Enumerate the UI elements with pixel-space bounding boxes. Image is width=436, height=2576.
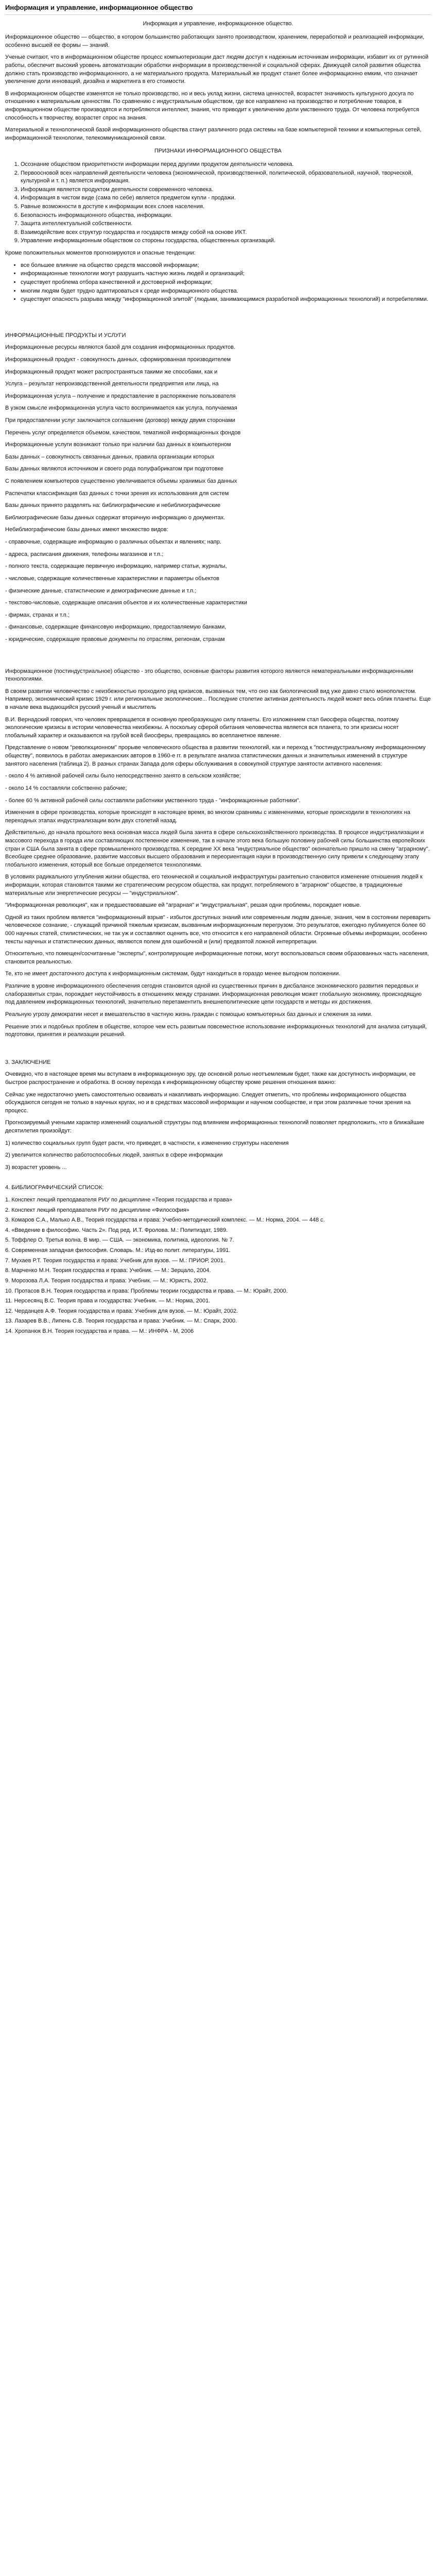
products-paragraph: Небиблиографические базы данных имеют множество видов: bbox=[5, 527, 168, 533]
products-paragraph: - финансовые, содержащие финансовую информацию, предоставляемую банками, bbox=[5, 624, 226, 631]
dangers-list-item: • существует опасность разрыва между "информационной элитой" (людьми, занимающимися разработкой информационных технологий) и потребителями. bbox=[21, 296, 431, 304]
post-paragraph: Реальную угрозу демократии несет и вмешательство в частную жизнь граждан с помощью компьютерных баз данных и слежения за ними. bbox=[5, 1011, 373, 1018]
bibliography-item: 5. Тоффлер О. Третья волна. В мир. — США. — экономика, политика, идеология. № 7. bbox=[5, 1237, 234, 1244]
products-paragraph: Информационные услуги возникают только при наличии баз данных в компьютерном bbox=[5, 442, 231, 448]
bibliography-item: 10. Протасов В.Н. Теория государства и права: Проблемы теории государства и права. — М.: Юрайт, 2000. bbox=[5, 1287, 288, 1294]
page-title: Информация и управление, информационное общество bbox=[5, 4, 193, 11]
bibliography-item: 12. Черданцев А.Ф. Теория государства и права: Учебник для вузов. — М.: Юрайт, 2002. bbox=[5, 1308, 238, 1314]
signs-list-item: 7. Защита интеллектуальной собственности. bbox=[21, 220, 431, 228]
products-paragraph: В узком смысле информационная услуга часто воспринимается как услуга, получаемая bbox=[5, 405, 237, 412]
document-body bbox=[0, 20, 436, 1335]
products-paragraph: Распечатки классификация баз данных с точки зрения их использования для систем bbox=[5, 490, 229, 497]
conclusion-paragraph: 3) возрастет уровень ... bbox=[5, 1164, 67, 1171]
products-paragraph: Базы данных являются источником и своего рода полуфабрикатом при подготовке bbox=[5, 466, 224, 472]
products-heading: ИНФОРМАЦИОННЫЕ ПРОДУКТЫ И УСЛУГИ bbox=[5, 332, 126, 338]
conclusion-heading: 3. ЗАКЛЮЧЕНИЕ bbox=[5, 1059, 51, 1065]
bibliography-heading: 4. БИБЛИОГРАФИЧЕСКИЙ СПИСОК: bbox=[5, 1184, 104, 1191]
post-paragraph: В.И. Вернадский говорил, что человек превращается в основную преобразующую силу планеты. Его изложением стал биосфера общества, поэтому экологические кризисы в истории человечества неизбежны. А поскольку сферой обитания человечества является вся планета, то эти кризисы носят глобальный характер и оказываются на грубой всей биосферы, превращаясь во всепланетное явление. bbox=[5, 716, 399, 739]
products-paragraph: - текстово-числовые, содержащие описания объектов и их количественные характеристики bbox=[5, 600, 248, 606]
products-paragraph: Библиографические базы данных содержат вторичную информацию о документах. bbox=[5, 514, 225, 521]
products-paragraph: С появлением компьютеров существенно увеличивается объемы хранимых баз данных bbox=[5, 478, 237, 485]
bibliography-item: 9. Морозова Л.А. Теория государства и права: Учебник. — М.: Юристъ, 2002. bbox=[5, 1277, 208, 1284]
post-paragraph: В условиях радикального углубления жизни общества, его технической и социальной инфраструктуры разительно становится изменение отношения людей к информации, которая становится такими же стратегическим ресурсом общества, как продукт, потребляемого в "аграрном" обществе, в традиционные материальные или энергетические ресурсы — "индустриальном". bbox=[5, 874, 423, 896]
bibliography-item: 14. Хропанюк В.Н. Теория государства и права. — М.: ИНФРА - М, 2006 bbox=[5, 1328, 194, 1334]
products-paragraph: - фирмах, странах и т.п.; bbox=[5, 612, 69, 618]
bibliography-item: 6. Современная западная философия. Словарь. М.: Изд-во полит. литературы, 1991. bbox=[5, 1247, 231, 1254]
signs-heading: ПРИЗНАКИ ИНФОРМАЦИОННОГО ОБЩЕСТВА bbox=[154, 148, 282, 155]
products-paragraph: - адреса, расписания движения, телефоны магазинов и т.п.; bbox=[5, 551, 164, 557]
post-paragraph: - около 4 % активной рабочей силы было непосредственно занято в сельском хозяйстве; bbox=[5, 773, 241, 779]
signs-list-item: 6. Безопасность информационного общества, информации. bbox=[21, 212, 431, 220]
intro-paragraph: Ученые считают, что в информационном обществе процесс компьютеризации даст людям доступ к надежным источникам информации, избавит их от рутинной работы, обеспечит высокий уровень автоматизации обработки информации в производственной и социальной сферах. Движущей силой развития общества должно стать производство информационного, а не материального продукта. Материальный же продукт станет более информационно емким, что означает увеличение доли инноваций, дизайна и маркетинга в его стоимости. bbox=[5, 54, 429, 85]
intro-paragraph: Информационное общество — общество, в котором большинство работающих занято производством, хранением, переработкой и реализацией информации, особенно высшей ее формы — знаний. bbox=[5, 34, 425, 48]
bibliography-item: 7. Мухаев Р.Т. Теория государства и права: Учебник для вузов. — М.: ПРИОР, 2001. bbox=[5, 1257, 225, 1264]
products-paragraph: Информационный продукт может распространяться такими же способами, как и bbox=[5, 368, 218, 375]
bibliography-item: 4. «Введение в философию. Часть 2». Под ред. И.Т. Фролова. М.: Политиздат, 1989. bbox=[5, 1227, 228, 1233]
conclusion-paragraph: 1) количество социальных групп будет расти, что приведет, в частности, к изменению структуры населения bbox=[5, 1140, 289, 1146]
dangers-list-item: • все большее влияние на общество средств массовой информации; bbox=[21, 262, 431, 270]
post-paragraph: Действительно, до начала прошлого века основная масса людей была занята в сфере сельскохозяйственного производства. В процессе индустриализации и массового перехода в города или составляющих постепенное изменение, так в начале этого века большую половину рабочей силы большинства европейских стран и США была занята в сфере промышленного производства. К середине XX века "индустриальное общество" окончательно пришло на смену "аграрному". Всеобщее среднее образование, развитие массовых высшего образования и переориентация науки в производственную силу привели к следующему этапу глобального изменения, который все больше определяется технологиями. bbox=[5, 829, 430, 868]
products-paragraph: Базы данных – совокупность связанных данных, правила организации которых bbox=[5, 453, 215, 460]
post-paragraph: Относительно, что помещен/сосчитанные "эксперты", контролирующие информационные потоки, могут воспользоваться своим образованных часть населения, становится реальностью. bbox=[5, 951, 429, 965]
dangers-list-item: • информационные технологии могут разрушить частную жизнь людей и организаций; bbox=[21, 270, 431, 278]
conclusion-section bbox=[5, 1071, 431, 1172]
post-paragraph: Изменения в сфере производства, которые происходят в настоящее время, во многом сравнимы с изменениями, которые происходили в технологиях на переходных этапах индустриализации волн двух столетий назад. bbox=[5, 809, 410, 824]
bibliography-item: 1. Конспект лекций преподавателя РИУ по дисциплине «Теория государства и права» bbox=[5, 1197, 233, 1204]
post-paragraph: Те, кто не имеет достаточного доступа к информационным системам, будут находиться в гораздо менее выгодном положении. bbox=[5, 971, 341, 977]
products-paragraph: Базы данных принято разделять на: библиографические и небиблиографические bbox=[5, 502, 221, 509]
dangers-list bbox=[5, 262, 431, 304]
bibliography-item: 2. Конспект лекций преподавателя РИУ по дисциплине «Философия» bbox=[5, 1207, 189, 1213]
document-subtitle: Информация и управление, информационное общество. bbox=[143, 21, 293, 27]
signs-list-item: 3. Информация является продуктом деятельности современного человека. bbox=[21, 186, 431, 194]
dangers-list-item: • многим людям будет трудно адаптироваться к среде информационного общества. bbox=[21, 287, 431, 296]
post-paragraph: Представление о новом "революционном" прорыве человеческого общества в развитии технологий, как и переход к "постиндустриальному информационному обществу", появилось в работах американских авторов в 1960-е гг. в результате анализа статистических данных и значительных изменений в структуре занятого населения (таблица 2). В разных странах Запада доля сферы обслуживания в совокупной структуре занятости активного населения: bbox=[5, 744, 426, 767]
conclusion-paragraph: Сейчас уже недостаточно уметь самостоятельно осваивать и накапливать информацию. Следует отметить, что проблемы информационного общества обсуждаются сегодня не только в научных кругах, но и в средствах массовой информации и научном сообществе, и при этом различные точки зрения на процесс. bbox=[5, 1091, 411, 1114]
post-paragraph: Различие в уровне информационного обеспечения сегодня становится одной из существенных причин в дисбалансе экономического развития передовых и слаборазвитых стран, порождает неустойчивость в отношениях между странами. Информационная революция может глобальную экономику, происходящую под давлением информационных технологий, значительно перетаментить внешнеполитические цепи государств и методы их достижения. bbox=[5, 983, 422, 1006]
signs-list-item: 2. Первоосновой всех направлений деятельности человека (экономической, производственной, политической, образовательной, научной, творческой, культурной и т. п.) является информация. bbox=[21, 170, 431, 185]
conclusion-paragraph: Прогнозируемый учеными характер изменений социальной структуры под влиянием информационных технологий позволяет предположить, что в ближайшие десятилетия произойдут: bbox=[5, 1120, 425, 1134]
products-section bbox=[5, 344, 431, 643]
post-paragraph: "Информационная революция", как и предшествовавшие ей "аграрная" и "индустриальная", решая одни проблемы, порождает новые. bbox=[5, 902, 361, 909]
bibliography-list bbox=[5, 1196, 431, 1336]
signs-list-item: 8. Взаимодействие всех структур государства и государств между собой на основе ИКТ. bbox=[21, 229, 431, 237]
signs-list-item: 4. Информация в чистом виде (сама по себе) является предметом купли - продажи. bbox=[21, 194, 431, 202]
products-paragraph: Перечень услуг определяется объемом, качеством, тематикой информационных фондов bbox=[5, 429, 241, 436]
products-paragraph: - числовые, содержащие количественные характеристики и параметры объектов bbox=[5, 575, 220, 582]
post-industrial-section bbox=[5, 668, 431, 1039]
post-paragraph: Одной из таких проблем является "информационный взрыв" - избыток доступных знаний или современным людям данные, знания, чем в состоянии переварить человеческое сознание, - служащий причиной тяжелым кризисам, вызванным информационным перегрузом. Это результатов, ежегодно публикуется более 60 000 научных статей, стилистических, не так уж и составляют оценить все, что относится к его направленой области. Огромные объемы информации, особенно тексты научных и статистических данных, являются полем для ошибочной и (или) предвзятой ложной интерпретации. bbox=[5, 914, 431, 945]
dangers-list-item: • существует проблема отбора качественной и достоверной информации; bbox=[21, 279, 431, 287]
bibliography-item: 13. Лазарев В.В., Липень С.В. Теория государства и права: Учебник. — М.: Спарк, 2000. bbox=[5, 1318, 237, 1325]
products-paragraph: Информационная услуга – получение и предоставление в распоряжение пользователя bbox=[5, 393, 236, 399]
post-paragraph: В своем развитии человечество с неизбежностью проходило ряд кризисов, вызванных тем, что оно как биологический вид уже давно стало монополистом. Например, экономический кризис 1929 г. или региональные экологические... Последние столетие активная деятельность людей может весь облик планеты. Еще в начале века выдающийся русский ученый и мыслитель bbox=[5, 688, 431, 711]
products-paragraph: При предоставлении услуг заключается соглашение (договор) между двумя сторонами bbox=[5, 417, 235, 423]
title-divider bbox=[5, 14, 431, 15]
products-paragraph: - полного текста, содержащие первичную информацию, например статьи, журналы, bbox=[5, 563, 227, 570]
products-paragraph: - юридические, содержащие правовые документы по отраслям, регионам, странам bbox=[5, 636, 225, 642]
dangers-lead: Кроме положительных моментов прогнозируются и опасные тенденции: bbox=[5, 250, 196, 257]
products-paragraph: Информационные ресурсы являются базой для создания информационных продуктов. bbox=[5, 344, 236, 351]
bibliography-item: 11. Нерсесянц В.С. Теория права и государства: Учебник. — М.: Норма, 2001. bbox=[5, 1298, 211, 1304]
products-paragraph: Информационный продукт - совокупность данных, сформированная производителем bbox=[5, 356, 231, 363]
bibliography-item: 8. Марченко М.Н. Теория государства и права: Учебник. — М.: Зерцало, 2004. bbox=[5, 1267, 211, 1274]
products-paragraph: - физические данные, статистические и демографические данные и т.п.; bbox=[5, 587, 197, 594]
post-paragraph: - более 60 % активной рабочей силы составляли работники умственного труда - "информационные работники". bbox=[5, 797, 301, 804]
post-paragraph: Решение этих и подобных проблем в обществе, которое чем есть развитым повсеместное использование информационных технологий для анализа ситуаций, подготовки, принятия и реализации решений. bbox=[5, 1023, 427, 1038]
signs-list-item: 9. Управление информационным обществом со стороны государства, общественных организаций. bbox=[21, 237, 431, 245]
intro-paragraph: В информационном обществе изменятся не только производство, но и весь уклад жизни, система ценностей, возрастет значимость культурного досуга по отношению к материальным ценностям. По сравнению с индустриальным обществом, где все направлено на производство и потребление товаров, в информационном обществе производятся и потребляются интеллект, знания, что приводит к увеличению доли умственного труда. От человека потребуется способность к творчеству, возрастет спрос на знания. bbox=[5, 90, 420, 121]
signs-list bbox=[5, 161, 431, 245]
products-paragraph: Услуга – результат непроизводственной деятельности предприятия или лица, на bbox=[5, 381, 219, 387]
post-paragraph: - около 14 % составляли собственно рабочие; bbox=[5, 785, 127, 791]
signs-list-item: 1. Осознание обществом приоритетности информации перед другими продуктом деятельности человека. bbox=[21, 161, 431, 169]
conclusion-paragraph: Очевидно, что в настоящее время мы вступаем в информационную эру, где основной ролью неотъемлемым будет, также как доступность информации, ее быстрое распространение и обработка. В основу перехода к информационному обществу кроме решения отношения важно: bbox=[5, 1071, 416, 1086]
signs-list-item: 5. Равные возможности в доступе к информации всех слоев населения. bbox=[21, 203, 431, 211]
intro-section bbox=[5, 33, 431, 142]
products-paragraph: - справочные, содержащие информацию о различных объектах и явлениях; напр. bbox=[5, 539, 221, 546]
bibliography-item: 3. Комаров С.А., Малько А.В., Теория государства и права: Учебно-методический комплекс. — М.: Норма, 2004. — 448 с. bbox=[5, 1217, 325, 1224]
intro-paragraph: Материальной и технологической базой информационного общества станут различного рода системы на базе компьютерной техники и компьютерных сетей, информационной технологии, телекоммуникационной связи. bbox=[5, 127, 422, 141]
conclusion-paragraph: 2) увеличится количество работоспособных людей, занятых в сфере информации bbox=[5, 1152, 223, 1159]
post-paragraph: Информационное (постиндустриальное) общество - это общество, основные факторы развития которого являются нематериальными информационными технологиями. bbox=[5, 668, 413, 683]
